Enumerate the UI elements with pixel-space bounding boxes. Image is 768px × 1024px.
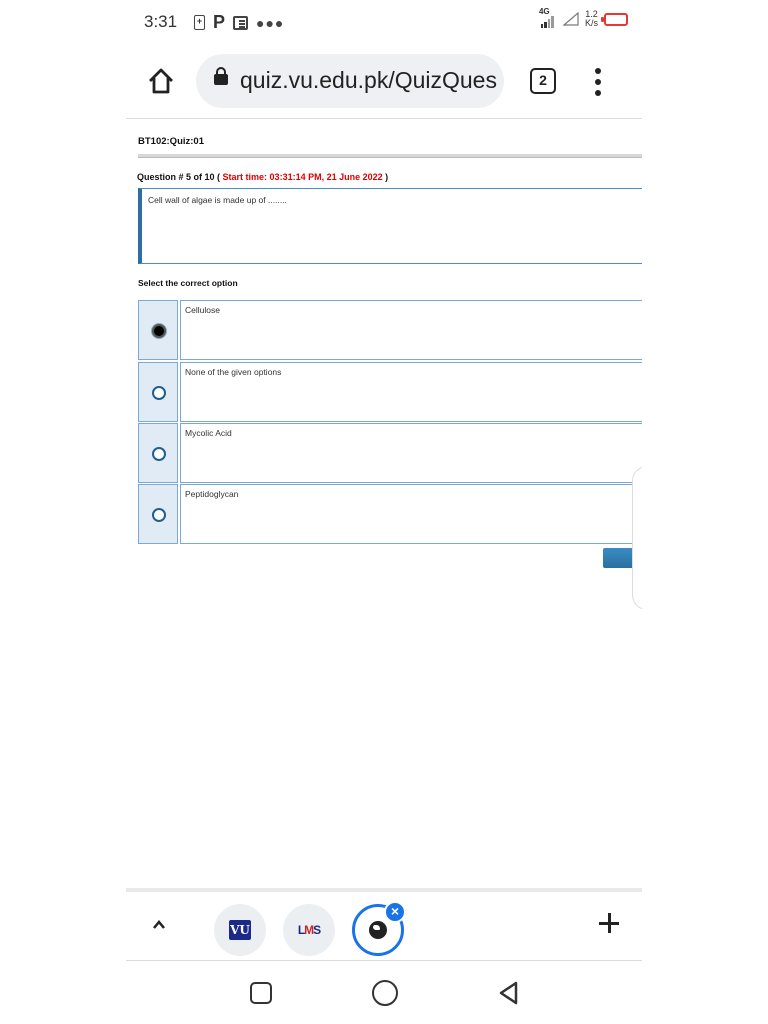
close-tab-icon[interactable]: × <box>384 901 406 923</box>
more-notifications-icon: ●●● <box>256 14 285 31</box>
signal-icon <box>538 7 557 28</box>
tab-strip <box>126 888 642 962</box>
tab-switcher-button[interactable]: 2 <box>530 68 556 94</box>
radio-cell <box>138 300 178 360</box>
option-text-cell[interactable] <box>180 423 642 483</box>
home-icon[interactable] <box>146 66 176 96</box>
tab-vu[interactable] <box>214 904 266 956</box>
nav-home-icon[interactable] <box>372 980 398 1006</box>
question-number: Question # 5 of 10 ( <box>137 172 221 182</box>
start-time: Start time: 03:31:14 PM, 21 June 2022 <box>222 172 383 182</box>
select-label: Select the correct option <box>138 278 238 288</box>
option-row[interactable] <box>138 362 642 422</box>
option-label: Mycolic Acid <box>185 428 232 438</box>
option-label: Peptidoglycan <box>185 489 239 499</box>
wifi-signal-icon <box>563 12 579 26</box>
more-menu-icon[interactable] <box>594 68 602 96</box>
radio-button[interactable] <box>152 508 166 522</box>
option-row[interactable] <box>138 423 642 483</box>
chevron-up-icon[interactable] <box>152 918 166 932</box>
quiz-title: BT102:Quiz:01 <box>138 136 204 147</box>
url-bar[interactable] <box>196 54 504 108</box>
recent-apps-icon[interactable] <box>250 982 272 1004</box>
network-speed <box>585 10 598 28</box>
radio-cell <box>138 362 178 422</box>
notification-icons <box>194 12 284 33</box>
radio-button-selected[interactable] <box>152 324 166 338</box>
tab-lms[interactable] <box>283 904 335 956</box>
news-icon <box>233 16 248 30</box>
p-app-icon: P <box>213 12 226 32</box>
new-tab-icon[interactable] <box>596 910 622 936</box>
battery-saver-icon: + <box>194 15 205 30</box>
browser-toolbar <box>126 48 642 116</box>
question-suffix: ) <box>385 172 389 182</box>
battery-icon <box>604 13 628 26</box>
radio-cell <box>138 423 178 483</box>
system-icons <box>538 7 628 28</box>
network-label: 4G <box>538 7 550 16</box>
radio-button[interactable] <box>152 386 166 400</box>
option-row[interactable] <box>138 484 642 544</box>
system-navigation <box>126 962 642 1024</box>
question-header <box>137 172 388 182</box>
divider <box>126 118 642 119</box>
floating-side-handle[interactable] <box>632 466 642 610</box>
option-label: Cellulose <box>185 305 220 315</box>
status-time: 3:31 <box>144 12 178 31</box>
divider <box>126 960 642 961</box>
radio-cell <box>138 484 178 544</box>
option-text-cell[interactable] <box>180 362 642 422</box>
web-content <box>126 118 642 888</box>
back-icon[interactable] <box>496 980 522 1006</box>
url-text: quiz.vu.edu.pk/QuizQues <box>240 67 497 93</box>
speed-unit: K/s <box>584 18 598 28</box>
vu-logo-icon: VU <box>229 920 251 940</box>
option-text-cell[interactable] <box>180 300 642 360</box>
question-box <box>138 188 642 264</box>
title-divider <box>138 154 642 158</box>
option-text-cell[interactable] <box>180 484 642 544</box>
option-label: None of the given options <box>185 367 282 377</box>
question-text: Cell wall of algae is made up of ........ <box>148 195 287 205</box>
option-row[interactable] <box>138 300 642 360</box>
radio-button[interactable] <box>152 447 166 461</box>
speed-value: 1.2 <box>585 9 598 19</box>
lms-logo-icon: LMS <box>297 923 321 937</box>
status-bar <box>126 0 642 44</box>
globe-icon <box>369 921 387 939</box>
lock-icon <box>214 74 228 85</box>
